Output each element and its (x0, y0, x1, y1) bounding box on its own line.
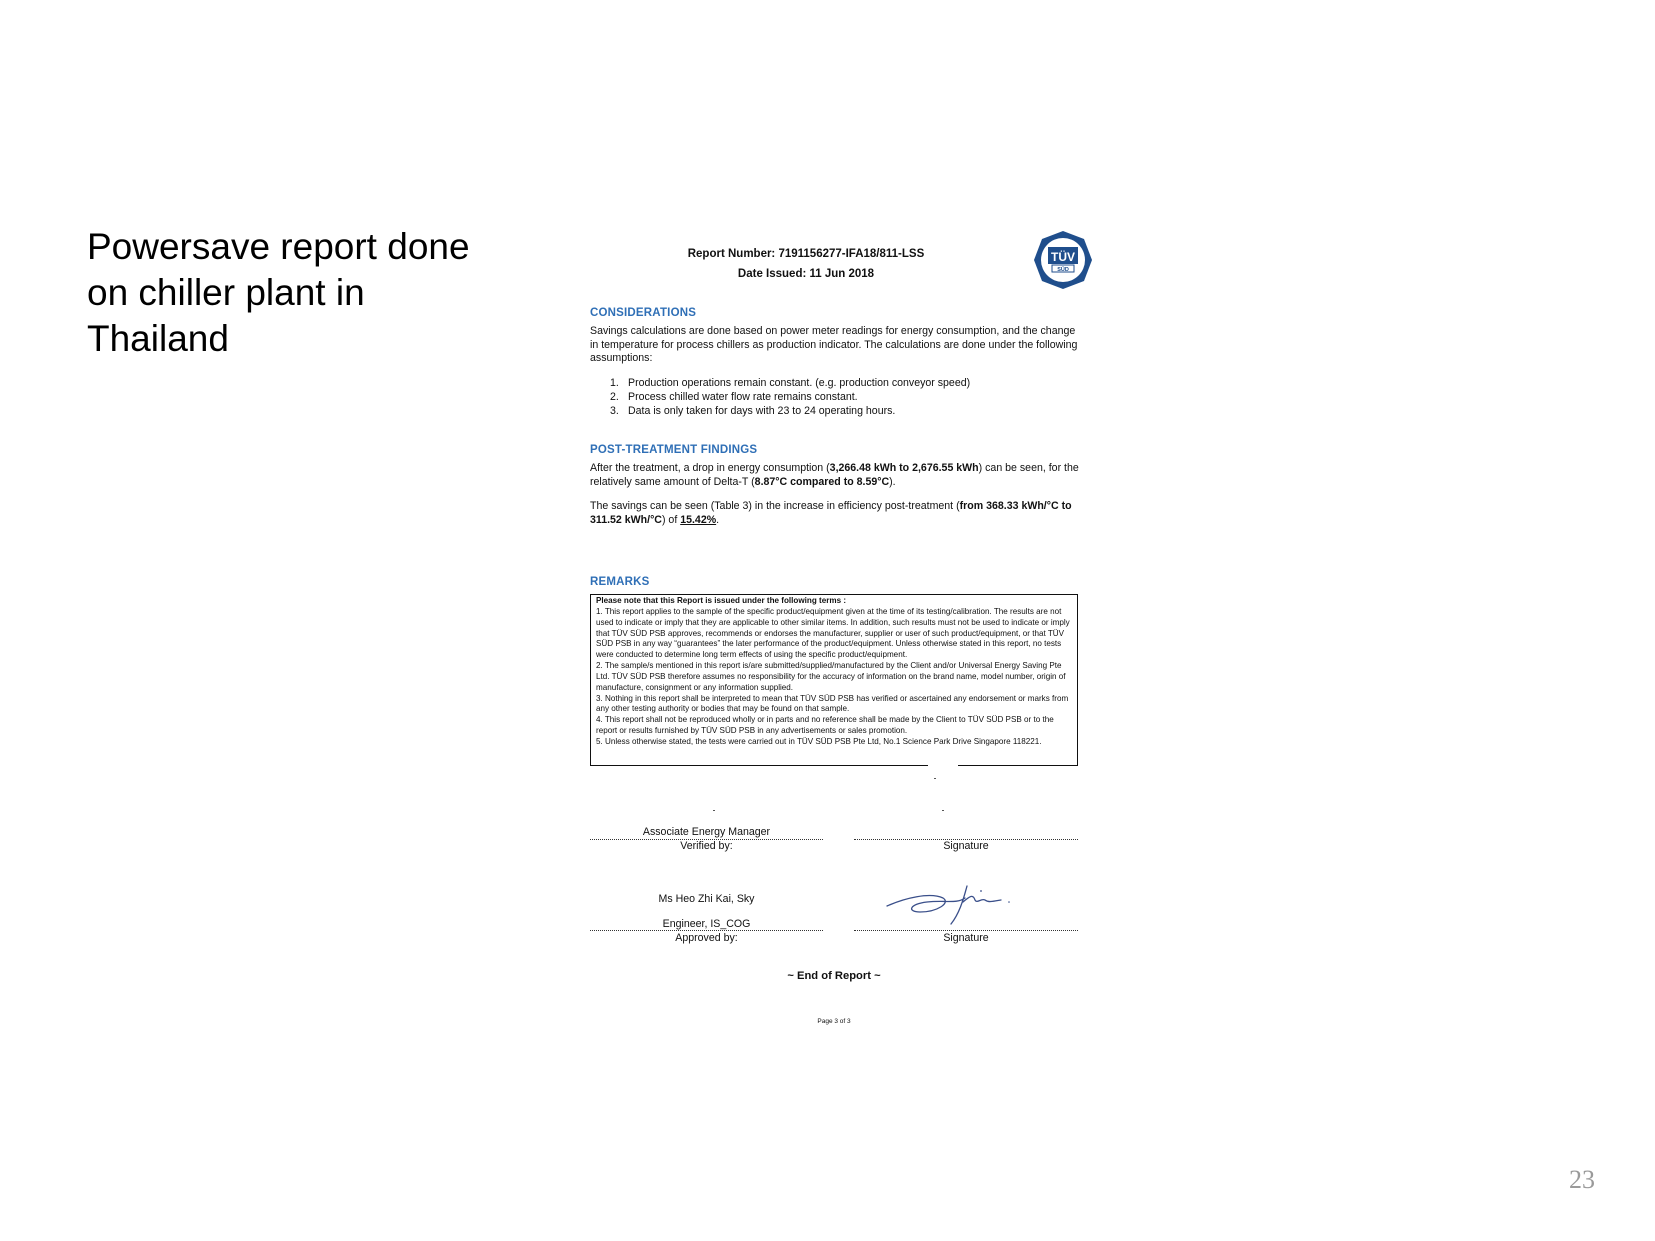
remarks-heading: REMARKS (590, 576, 650, 588)
approver-name: Ms Heo Zhi Kai, Sky (658, 893, 755, 905)
considerations-heading: CONSIDERATIONS (590, 307, 697, 319)
remarks-box-title: Please note that this Report is issued under the following terms : (596, 596, 847, 605)
report-image (590, 228, 1090, 1048)
findings-paragraph-1: After the treatment, a drop in energy consumption (3,266.48 kWh to 2,676.55 kWh) can be seen, for the relatively same amount of Delta-T (8.87°C compared to 8.59°C). (590, 462, 1079, 488)
report-page-number: Page 3 of 3 (817, 1018, 851, 1025)
list-item: 1. Production operations remain constant. (e.g. production conveyor speed) (610, 377, 971, 389)
list-item: 3. Data is only taken for days with 23 to 24 operating hours. (610, 405, 896, 417)
remarks-term: 5. Unless otherwise stated, the tests were carried out in TÜV SÜD PSB Pte Ltd, No.1 Science Park Drive Singapore 118221. (596, 736, 1042, 746)
scan-speck (934, 778, 936, 779)
assumptions-list (610, 376, 1080, 418)
svg-text:TÜV: TÜV (1051, 250, 1075, 264)
slide-page-number: 23 (1569, 1165, 1595, 1194)
remarks-term: 1. This report applies to the sample of the specific product/equipment given at the time of its testing/calibration. The results are not used to indicate or imply that they are applicable to other similar items. In addition, such results must not be used to indicate or imply that TÜV SÜD PSB approves, recommends or endorses the manufacturer, supplier or user of such product/equipment, or that TÜV SÜD PSB in any way “guarantees” the later performance of the product/equipment. Unless otherwise stated in this report, no tests were conducted to determine long term effects of using the specific product/equipment. (596, 606, 1070, 660)
remarks-box (590, 594, 1078, 766)
findings-heading: POST-TREATMENT FINDINGS (590, 444, 758, 456)
considerations-text: Savings calculations are done based on power meter readings for energy consumption, and the change in temperature for process chillers as production indicator. The calculations are done under the following assumptions: (590, 325, 1078, 364)
report-number: Report Number: 7191156277-IFA18/811-LSS (687, 248, 925, 260)
list-item: 2. Process chilled water flow rate remains constant. (610, 391, 858, 403)
remarks-term: 4. This report shall not be reproduced wholly or in parts and no reference shall be made by the Client to TÜV SÜD PSB or to the report or results furnished by TÜV SÜD PSB in any advertisements or sales promotion. (596, 715, 1054, 736)
remarks-term: 2. The sample/s mentioned in this report is/are submitted/supplied/manufactured by the Client and/or Universal Energy Saving Pte Ltd. TÜV SÜD PSB therefore assumes no responsibility for the accuracy of information on the brand name, model number, origin of manufacture, consignment or any information supplied. (596, 661, 1066, 692)
date-issued: Date Issued: 11 Jun 2018 (737, 268, 875, 280)
approver-signature-label: Signature (943, 932, 989, 944)
svg-text:SÜD: SÜD (1057, 267, 1069, 273)
verifier-role: Associate Energy Manager (642, 826, 771, 838)
verified-by-label: Verified by: (680, 840, 733, 852)
end-of-report: ~ End of Report ~ (787, 970, 881, 982)
findings-paragraph-2: The savings can be seen (Table 3) in the increase in efficiency post-treatment (from 368.33 kWh/°C to 311.52 kWh/°C) of 15.42%. (590, 500, 1072, 526)
verifier-signature-label: Signature (943, 840, 989, 852)
scan-speck (942, 810, 944, 811)
remarks-term: 3. Nothing in this report shall be interpreted to mean that TÜV SÜD PSB has verified or ascertained any endorsement or marks from any other testing authority or bodies that may be found on that sample. (596, 693, 1069, 714)
handwritten-signature-icon (885, 876, 1025, 926)
approver-signature-line (854, 930, 1078, 931)
slide-title: Powersave report done on chiller plant in Thailand (87, 226, 470, 359)
scan-speck (713, 810, 715, 811)
approver-role: Engineer, IS_COG (662, 918, 751, 930)
approved-by-label: Approved by: (675, 932, 738, 944)
redaction-gap (928, 764, 958, 770)
approver-line (590, 930, 823, 931)
tuv-sud-logo-icon (1033, 230, 1093, 290)
